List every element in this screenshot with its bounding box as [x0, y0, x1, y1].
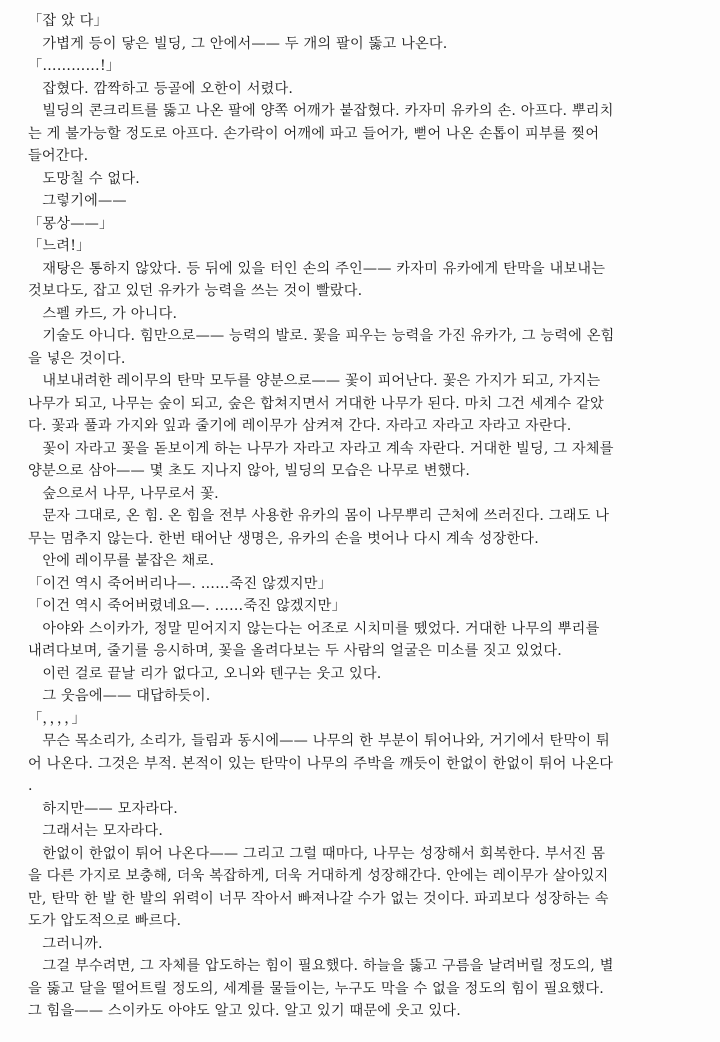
text-line: 을 다른 가지로 보충해, 더욱 복잡하게, 더욱 거대하게 성장해간다. 안에는 레이무가 살아있지 — [28, 868, 609, 884]
text-line: 가볍게 등이 닿은 빌딩, 그 안에서—— 두 개의 팔이 뚫고 나온다. — [28, 35, 448, 52]
text-line: 문자 그대로, 온 힘. 온 힘을 전부 사용한 유카의 몸이 나무뿌리 근처에 쓰러진다. 그래도 나 — [28, 508, 610, 524]
text-line: 재탕은 통하지 않았다. 등 뒤에 있을 터인 손의 주인—— 카자미 유카에게 탄막을 내보내는 — [28, 260, 606, 277]
text-line: 「…………!」 — [28, 58, 121, 74]
text-line: 무슨 목소리가, 소리가, 들림과 동시에—— 나무의 한 부분이 튀어나와, 거기에서 탄막이 튀 — [28, 733, 610, 749]
text-line: 「이건 역시 죽어버렸네요—. ……죽진 않겠지만」 — [28, 598, 346, 614]
text-line: 어 나온다. 그것은 부적. 본적이 있는 탄막이 나무의 주박을 깨듯이 한없이 한없이 튀어 나온다 — [28, 755, 614, 772]
text-line: 잡혔다. 깜짝하고 등골에 오한이 서렸다. — [28, 80, 294, 97]
text-line: 그 웃음에—— 대답하듯이. — [28, 688, 211, 704]
text-line: 「，，，，」 — [28, 710, 86, 727]
text-line: 내려다보며, 줄기를 응시하며, 꽃을 올려다보는 두 사람의 얼굴은 미소를 짓고 있었다. — [28, 643, 563, 659]
text-line: 무는 멈추지 않는다. 한번 태어난 생명은, 유카의 손을 벗어나 다시 계속 성장한다. — [28, 530, 539, 547]
text-line: 「느려!」 — [28, 238, 91, 254]
text-line: 스펠 카드, 가 아니다. — [28, 305, 178, 322]
text-line: 기술도 아니다. 힘만으로—— 능력의 발로. 꽃을 피우는 능력을 가진 유카가, 그 능력에 온힘 — [28, 328, 615, 344]
text-line: 꽃이 자라고 꽃을 돋보이게 하는 나무가 자라고 자라고 계속 자란다. 거대한 빌딩, 그 자체를 — [28, 440, 614, 457]
text-line: 양분으로 삼아—— 몇 초도 지나지 않아, 빌딩의 모습은 나무로 변했다. — [28, 463, 471, 479]
text-line: 아야와 스이카가, 정말 믿어지지 않는다는 어조로 시치미를 뗐었다. 거대한 나무의 뿌리를 — [28, 620, 600, 637]
text-line: 그 힘을—— 스이카도 아야도 알고 있다. 알고 있기 때문에 웃고 있다. — [28, 1003, 461, 1019]
text-line: 것보다도, 잡고 있던 유카가 능력을 쓰는 것이 빨랐다. — [28, 283, 363, 299]
text-line: 안에 레이무를 붙잡은 채로. — [28, 553, 215, 569]
text-line: 그러니까. — [28, 935, 103, 952]
text-line: 그래서는 모자라다. — [28, 823, 164, 839]
text-line: 도망칠 수 없다. — [28, 170, 140, 187]
text-line: 빌딩의 콘크리트를 뚫고 나온 팔에 양쪽 어깨가 붙잡혔다. 카자미 유카의 손. 아프다. 뿌리치 — [28, 103, 614, 119]
text-line: 다. 꽃과 풀과 가지와 잎과 줄기에 레이무가 삼켜져 간다. 자라고 자라고 자라고 자란다. — [28, 418, 572, 434]
text-line: 을 넣은 것이다. — [28, 350, 126, 367]
text-line: 는 게 불가능할 정도로 아프다. 손가락이 어깨에 파고 들어가, 뻗어 나온 손톱이 피부를 찢어 — [28, 125, 600, 142]
text-line: 들어간다. — [28, 148, 89, 164]
text-line: 이런 걸로 끝날 리가 없다고, 오니와 텐구는 웃고 있다. — [28, 665, 382, 682]
text-line: 만, 탄막 한 발 한 발의 위력이 너무 작아서 빠져나갈 수가 없는 것이다. 파괴보다 성장하는 속 — [28, 890, 609, 907]
text-line: 도가 압도적으로 빠르다. — [28, 913, 182, 929]
text-line: 한없이 한없이 튀어 나온다—— 그리고 그럴 때마다, 나무는 성장해서 회복한다. 부서진 몸 — [28, 845, 606, 862]
text-line: . — [28, 778, 33, 794]
text-line: 「몽상——」 — [28, 215, 114, 232]
body-text — [28, 10, 698, 1023]
text-line: 「이건 역시 죽어버리나—. ……죽진 않겠지만」 — [28, 575, 333, 592]
text-line: 숲으로서 나무, 나무로서 꽃. — [28, 485, 219, 502]
text-line: 그걸 부수려면, 그 자체를 압도하는 힘이 필요했다. 하늘을 뚫고 구름을 날려버릴 정도의, 별 — [28, 958, 614, 974]
text-line: 「잡 았 다」 — [28, 13, 108, 29]
text-line: 을 뚫고 달을 떨어트릴 정도의, 세계를 물들이는, 누구도 막을 수 없을 정도의 힘이 필요했다. — [28, 980, 604, 997]
text-line: 하지만—— 모자라다. — [28, 800, 178, 817]
text-line: 내보내려한 레이무의 탄막 모두를 양분으로—— 꽃이 피어난다. 꽃은 가지가 되고, 가지는 — [28, 373, 601, 389]
text-line: 나무가 되고, 나무는 숲이 되고, 숲은 합쳐지면서 거대한 나무가 된다. 마치 그건 세계수 같았 — [28, 395, 604, 412]
text-line: 그렇기에—— — [28, 193, 127, 209]
